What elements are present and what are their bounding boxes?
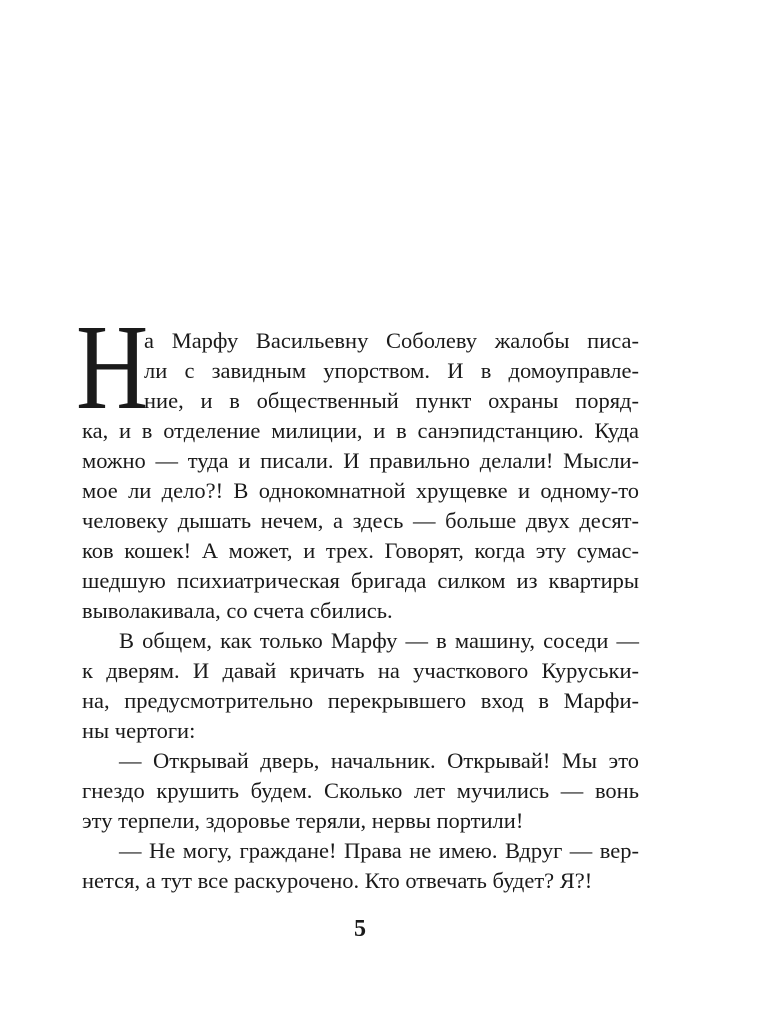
text-line: ков кошек! А может, и трех. Говорят, когда эту сумас- [82, 538, 639, 563]
text-line: эту терпели, здоровье теряли, нервы портили! [82, 808, 524, 833]
text-line: человеку дышать нечем, а здесь — больше двух десят- [82, 508, 639, 533]
page-number: 5 [354, 916, 366, 942]
text-line: — Не могу, граждане! Права не имею. Вдруг — вер- [119, 838, 639, 863]
text-line: ны чертоги: [82, 718, 196, 743]
text-line: на, предусмотрительно перекрывшего вход в Марфи- [82, 688, 639, 713]
text-line: гнездо крушить будем. Сколько лет мучились — вонь [82, 778, 639, 803]
text-line: выволакивала, со счета сбились. [82, 598, 393, 623]
text-line: нется, а тут все раскурочено. Кто отвечать будет? Я?! [82, 868, 593, 893]
text-line: ли с завидным упорством. И в домоуправле- [144, 358, 639, 383]
text-line: шедшую психиатрическая бригада силком из квартиры [82, 568, 639, 593]
text-line: к дверям. И давай кричать на участкового Куруськи- [82, 658, 639, 683]
text-line: можно — туда и писали. И правильно делали! Мысли- [82, 448, 639, 473]
text-line: ние, и в общественный пункт охраны поряд- [144, 388, 639, 413]
text-line: мое ли дело?! В однокомнатной хрущевке и одному-то [82, 478, 639, 503]
drop-cap-letter: Н [76, 300, 149, 435]
text-line: — Открывай дверь, начальник. Открывай! Мы это [119, 748, 639, 773]
text-line: В общем, как только Марфу — в машину, соседи — [119, 628, 639, 653]
text-line: а Марфу Васильевну Соболеву жалобы писа- [144, 328, 639, 353]
text-line: ка, и в отделение милиции, и в санэпидстанцию. Куда [82, 418, 639, 443]
